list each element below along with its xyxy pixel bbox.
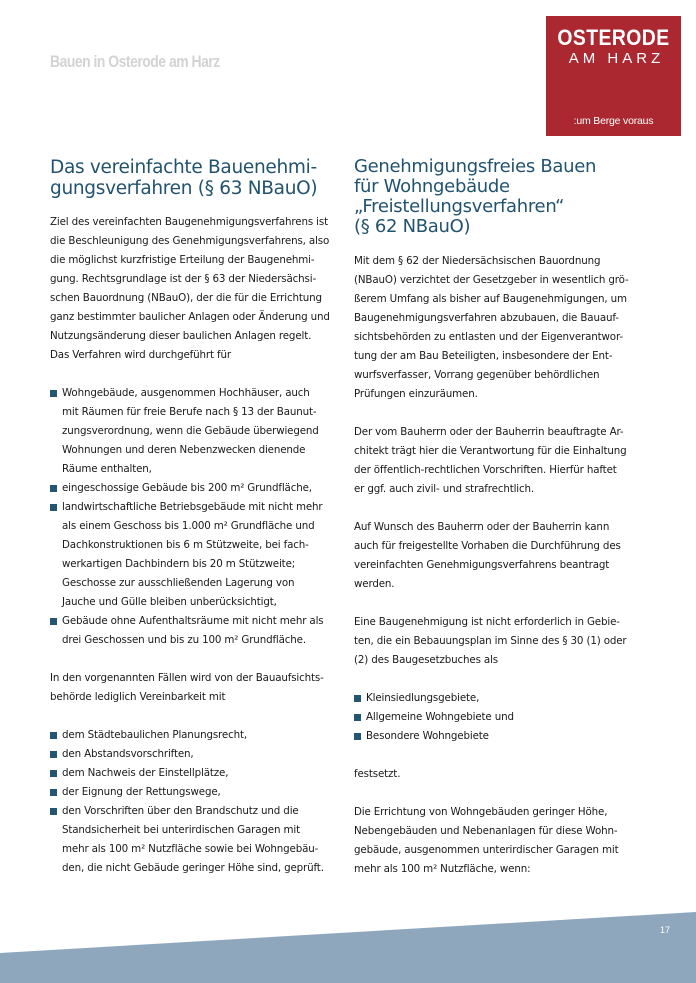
- text-line: wurfsverfasser, Vorrang gegenüber behördlichen: [354, 369, 600, 381]
- text-line: (2) des Baugesetzbuches als: [354, 654, 498, 666]
- bullet-square-icon: [50, 732, 57, 739]
- text-line: behörde lediglich Vereinbarkeit mit: [50, 691, 226, 703]
- bullet-square-icon: [354, 714, 361, 721]
- logo-sub-text: AM HARZ: [568, 50, 665, 67]
- text-line: ßerem Umfang als bisher auf Baugenehmigungen, um: [354, 293, 627, 305]
- heading-line: (§ 62 NBauO): [354, 216, 471, 237]
- text-line: der öffentlich-rechtlichen Vorschriften. Hierfür haftet: [354, 464, 617, 476]
- bullet-square-icon: [50, 808, 57, 815]
- text-line: tung der am Bau Beteiligten, insbesondere der Ent-: [354, 350, 613, 362]
- list-item: [50, 479, 340, 498]
- text-line: den Vorschriften über den Brandschutz und die: [62, 805, 299, 817]
- text-line: festsetzt.: [354, 768, 401, 780]
- text-line: Der vom Bauherrn oder der Bauherrin beauftragte Ar-: [354, 426, 624, 438]
- text-line: schen Bauordnung (NBauO), der die für die Errichtung: [50, 292, 322, 304]
- list-item: [354, 689, 654, 708]
- list-item: [50, 745, 340, 764]
- osterode-logo: [546, 16, 681, 136]
- bullet-square-icon: [354, 695, 361, 702]
- text-line: der Eignung der Rettungswege,: [62, 786, 221, 798]
- text-line: Wohnungen und deren Nebenzwecken dienende: [62, 444, 306, 456]
- bullet-square-icon: [50, 751, 57, 758]
- list-item: [354, 727, 654, 746]
- text-line: gung. Rechtsgrundlage ist der § 63 der Niedersächsi-: [50, 273, 317, 285]
- text-line: Standsicherheit bei unterirdischen Garagen mit: [62, 824, 300, 836]
- left-heading: [50, 157, 340, 199]
- text-line: Gebäude ohne Aufenthaltsräume mit nicht mehr als: [62, 615, 324, 627]
- heading-line: Genehmigungsfreies Bauen: [354, 156, 597, 177]
- zoning-areas-list: [354, 689, 654, 746]
- list-item: [50, 726, 340, 745]
- text-line: die Beschleunigung des Genehmigungsverfahrens, also: [50, 235, 330, 247]
- text-line: Nebengebäuden und Nebenanlagen für diese Wohn-: [354, 825, 618, 837]
- right-column: [354, 157, 654, 879]
- text-line: Besondere Wohngebiete: [366, 730, 489, 742]
- text-line: In den vorgenannten Fällen wird von der Bauaufsichts-: [50, 672, 324, 684]
- building-types-list: [50, 384, 340, 650]
- middle-paragraph: [50, 669, 340, 707]
- text-line: Jauche und Gülle bleiben unberücksichtigt,: [62, 596, 277, 608]
- text-line: werkartigen Dachbindern bis 20 m Stützweite;: [62, 558, 296, 570]
- bullet-square-icon: [50, 770, 57, 777]
- text-line: Wohngebäude, ausgenommen Hochhäuser, auch: [62, 387, 310, 399]
- text-line: ten, die ein Bebauungsplan im Sinne des § 30 (1) oder: [354, 635, 627, 647]
- text-line: vereinfachten Genehmigungsverfahrens beantragt: [354, 559, 610, 571]
- text-line: drei Geschossen und bis zu 100 m² Grundfläche.: [62, 634, 306, 646]
- heading-line: gungsverfahren (§ 63 NBauO): [50, 178, 318, 199]
- text-line: mit Räumen für freie Berufe nach § 13 der Baunut-: [62, 406, 317, 418]
- check-criteria-list: [50, 726, 340, 878]
- page-number: 17: [660, 925, 671, 935]
- heading-line: für Wohngebäude: [354, 176, 510, 197]
- text-line: gebäude, ausgenommen unterirdischer Garagen mit: [354, 844, 619, 856]
- text-line: Nutzungsänderung dieser baulichen Anlagen regelt.: [50, 330, 312, 342]
- paragraph-3: [354, 518, 654, 594]
- text-line: den, die nicht Gebäude geringer Höhe sind, geprüft.: [62, 862, 324, 874]
- document-header-title: Bauen in Osterode am Harz: [50, 52, 220, 71]
- text-line: dem Nachweis der Einstellplätze,: [62, 767, 229, 779]
- text-line: Prüfungen einzuräumen.: [354, 388, 478, 400]
- text-line: Die Errichtung von Wohngebäuden geringer Höhe,: [354, 806, 608, 818]
- heading-line: Das vereinfachte Bauenehmi-: [50, 157, 317, 178]
- list-item: [50, 764, 340, 783]
- text-line: chitekt trägt hier die Verantwortung für die Einhaltung: [354, 445, 627, 457]
- text-line: Allgemeine Wohngebiete und: [366, 711, 514, 723]
- text-line: werden.: [354, 578, 395, 590]
- footer-band: [0, 900, 696, 983]
- text-line: Auf Wunsch des Bauherrn oder der Bauherrin kann: [354, 521, 610, 533]
- list-item: [354, 708, 654, 727]
- list-item: [50, 802, 340, 878]
- list-item: [50, 498, 340, 612]
- list-item: [50, 384, 340, 479]
- bullet-square-icon: [354, 733, 361, 740]
- heading-line: „Freistellungsverfahren“: [354, 196, 565, 217]
- intro-paragraph: [50, 213, 340, 365]
- text-line: Baugenehmigungsverfahren abzubauen, die Bauauf-: [354, 312, 619, 324]
- text-line: ganz bestimmter baulicher Anlagen oder Änderung und: [50, 311, 330, 323]
- paragraph-1: [354, 252, 654, 404]
- text-line: mehr als 100 m² Nutzfläche, wenn:: [354, 863, 531, 875]
- list-item: [50, 783, 340, 802]
- text-line: mehr als 100 m² Nutzfläche sowie bei Wohngebäu-: [62, 843, 319, 855]
- text-line: Das Verfahren wird durchgeführt für: [50, 349, 231, 361]
- left-column: [50, 157, 340, 878]
- text-line: zungsverordnung, wenn die Gebäude überwiegend: [62, 425, 319, 437]
- bullet-square-icon: [50, 504, 57, 511]
- paragraph-6: [354, 803, 654, 879]
- bullet-square-icon: [50, 618, 57, 625]
- list-item: [50, 612, 340, 650]
- bullet-square-icon: [50, 789, 57, 796]
- text-line: als einem Geschoss bis 1.000 m² Grundfläche und: [62, 520, 315, 532]
- text-line: den Abstandsvorschriften,: [62, 748, 194, 760]
- text-line: die möglichst kurzfristige Erteilung der Baugenehmi-: [50, 254, 315, 266]
- text-line: Kleinsiedlungsgebiete,: [366, 692, 480, 704]
- text-line: landwirtschaftliche Betriebsgebäude mit nicht mehr: [62, 501, 323, 513]
- bullet-square-icon: [50, 485, 57, 492]
- text-line: Ziel des vereinfachten Baugenehmigungsverfahrens ist: [50, 216, 328, 228]
- text-line: sichtsbehörden zu entlasten und der Eigenverantwor-: [354, 331, 623, 343]
- text-line: Eine Baugenehmigung ist nicht erforderlich in Gebie-: [354, 616, 620, 628]
- text-line: Räume enthalten,: [62, 463, 152, 475]
- bullet-square-icon: [50, 390, 57, 397]
- text-line: Geschosse zur ausschließenden Lagerung von: [62, 577, 295, 589]
- text-line: (NBauO) verzichtet der Gesetzgeber in wesentlich grö-: [354, 274, 629, 286]
- text-line: Dachkonstruktionen bis 6 m Stützweite, bei fach-: [62, 539, 309, 551]
- text-line: eingeschossige Gebäude bis 200 m² Grundfläche,: [62, 482, 312, 494]
- paragraph-4: [354, 613, 654, 670]
- paragraph-5: [354, 765, 654, 784]
- paragraph-2: [354, 423, 654, 499]
- text-line: dem Städtebaulichen Planungsrecht,: [62, 729, 247, 741]
- logo-main-text: OSTERODE: [557, 25, 670, 50]
- text-line: auch für freigestellte Vorhaben die Durchführung des: [354, 540, 621, 552]
- right-heading: [354, 157, 654, 237]
- text-line: Mit dem § 62 der Niedersächsischen Bauordnung: [354, 255, 601, 267]
- logo-tagline: :um Berge voraus: [573, 115, 654, 127]
- text-line: er ggf. auch zivil- und strafrechtlich.: [354, 483, 535, 495]
